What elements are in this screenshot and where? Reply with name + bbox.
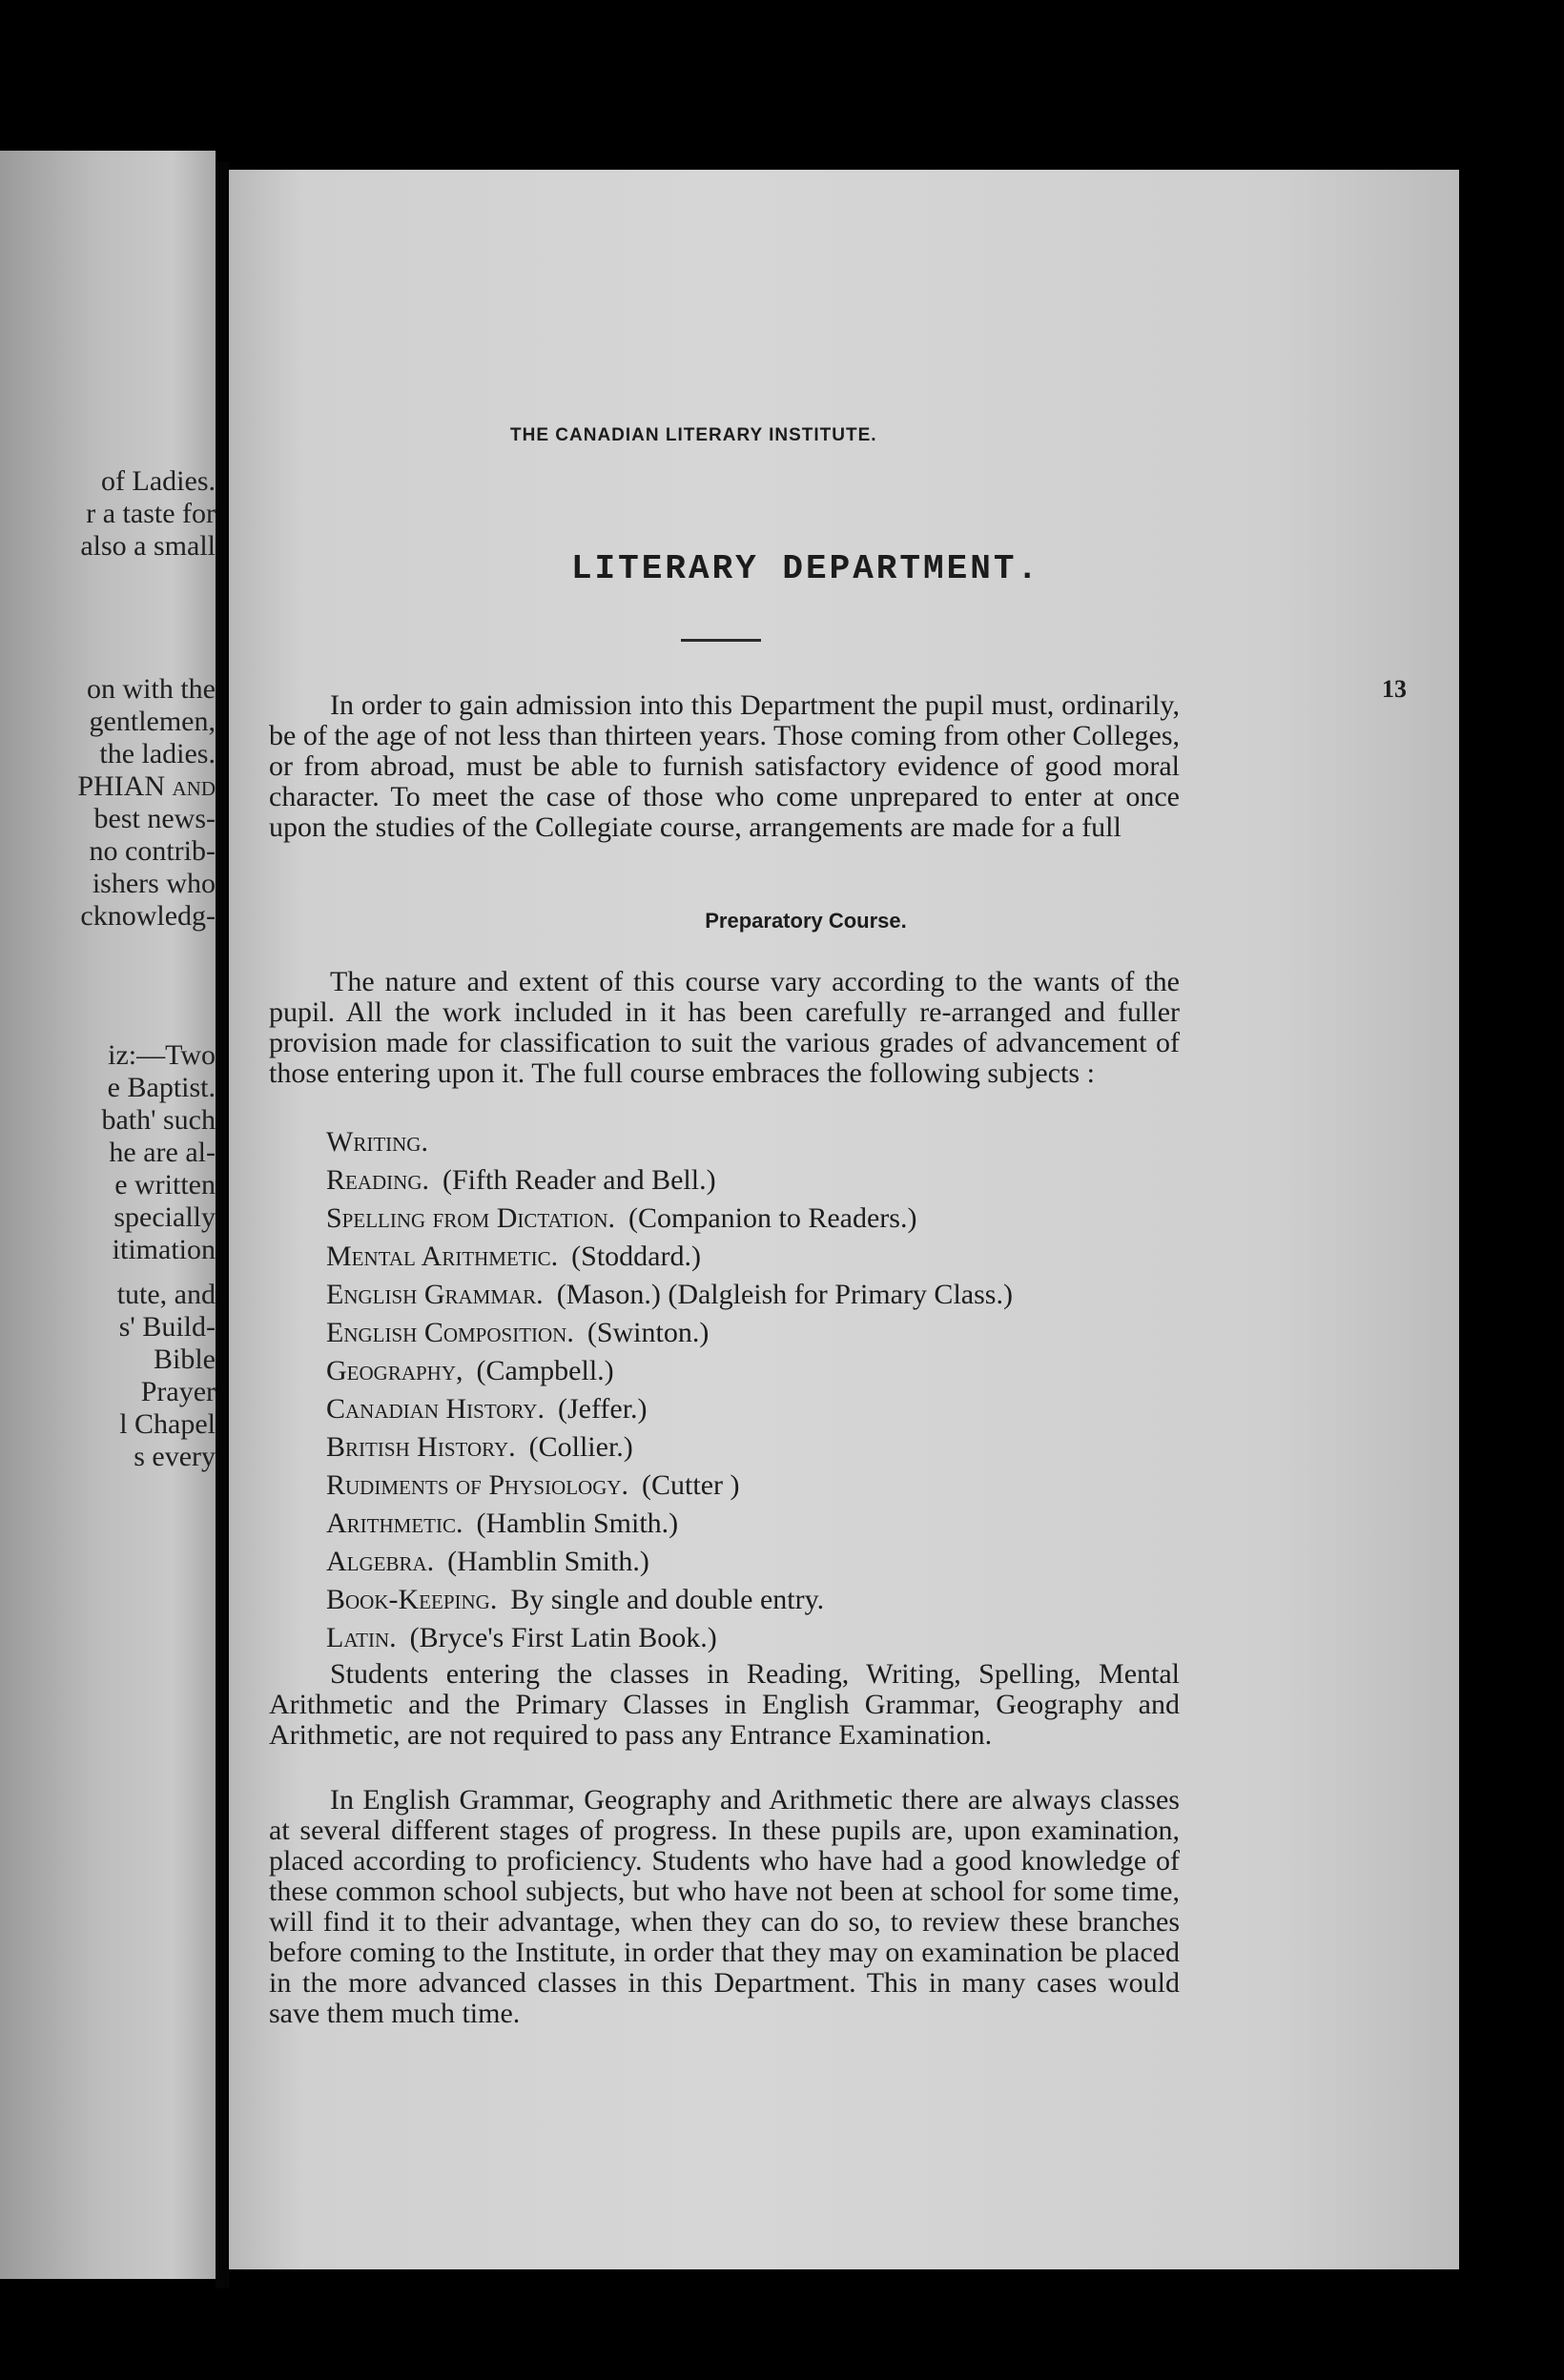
list-item (326, 1581, 1013, 1619)
subject-detail: (Stoddard.) (571, 1241, 701, 1272)
left-line: s' Build- (118, 1311, 216, 1343)
subject-list (326, 1123, 1013, 1657)
grammar-paragraph: In English Grammar, Geography and Arithmetic there are always classes at several different stages of progress. In these pupils are, upon examination, placed according to proficiency. Students who have had a good knowledge of these common school subjects, but who have not been at school for some time, will find it to their advantage, when they can do so, to review these branches before coming to the Institute, in order that they may on examination be placed in the more advanced classes in this Department. This in many cases would save them much time. (269, 1784, 1180, 2029)
left-line: PHIAN and (77, 770, 216, 802)
left-line: bath' such (101, 1104, 216, 1136)
page-number: 13 (1382, 675, 1407, 703)
subject-name: Reading. (326, 1164, 429, 1196)
subject-detail: (Fifth Reader and Bell.) (442, 1164, 716, 1196)
document-page (229, 170, 1459, 2269)
left-line: specially (113, 1201, 216, 1233)
subject-detail: (Hamblin Smith.) (447, 1546, 649, 1577)
page-gutter (216, 162, 229, 2288)
left-line: ishers who (92, 868, 216, 899)
subject-detail: (Companion to Readers.) (628, 1202, 917, 1234)
subject-detail: (Hamblin Smith.) (476, 1508, 679, 1539)
subject-name: Rudiments of Physiology. (326, 1469, 629, 1501)
subject-detail: (Swinton.) (586, 1317, 710, 1348)
subject-detail: (Cutter ) (642, 1469, 740, 1501)
left-line: tute, and (116, 1279, 216, 1310)
subject-detail: (Jeffer.) (557, 1393, 648, 1425)
left-line: l Chapel (119, 1408, 216, 1440)
subject-detail: (Collier.) (528, 1431, 633, 1463)
left-line: e written (114, 1169, 216, 1200)
list-item (326, 1505, 1013, 1543)
course-paragraph: The nature and extent of this course vary according to the wants of the pupil. All the work included in it has been carefully re-arranged and fuller provision made for classification to suit the various grades of advancement of those entering upon it. The full course embraces the following subjects : (269, 966, 1180, 1089)
list-item (326, 1314, 1013, 1352)
left-line: also a small (80, 530, 216, 562)
list-item (326, 1467, 1013, 1505)
list-item (326, 1238, 1013, 1276)
left-line: of Ladies. (101, 465, 216, 497)
running-title: THE CANADIAN LITERARY INSTITUTE. (510, 425, 877, 445)
subject-name: English Composition. (326, 1317, 574, 1348)
left-line: best news- (93, 803, 216, 834)
subject-detail: (Bryce's First Latin Book.) (409, 1622, 717, 1653)
subject-name: Arithmetic. (326, 1508, 463, 1539)
left-line: he are al- (109, 1137, 216, 1168)
title-rule (681, 639, 761, 642)
section-subheading: Preparatory Course. (705, 909, 907, 933)
page-title: LITERARY DEPARTMENT. (570, 549, 1041, 588)
list-item (326, 1276, 1013, 1314)
subject-name: Geography, (326, 1355, 463, 1386)
left-line: e Baptist. (107, 1072, 216, 1103)
subject-name: Spelling from Dictation. (326, 1202, 615, 1234)
left-line: gentlemen, (89, 706, 216, 737)
intro-paragraph: In order to gain admission into this Department the pupil must, ordinarily, be of the age of not less than thirteen years. Those coming from other Colleges, or from abroad, must be able to furnish satisfactory evidence of good moral character. To meet the case of those who come unprepared to enter at once upon the studies of the Collegiate course, arrangements are made for a full (269, 689, 1180, 843)
left-line: the ladies. (99, 738, 216, 769)
left-line: Prayer (140, 1376, 216, 1407)
subject-name: Writing. (326, 1126, 428, 1158)
list-item (326, 1352, 1013, 1390)
subject-name: English Grammar. (326, 1279, 544, 1310)
list-item (326, 1543, 1013, 1581)
left-line: r a taste for (86, 498, 216, 529)
list-item (326, 1619, 1013, 1657)
subject-detail: (Campbell.) (476, 1355, 614, 1386)
left-line: no contrib- (89, 835, 216, 867)
subject-name: British History. (326, 1431, 516, 1463)
subject-name: Canadian History. (326, 1393, 545, 1425)
subject-name: Algebra. (326, 1546, 435, 1577)
left-page-fragment (0, 151, 216, 2279)
subject-name: Book-Keeping. (326, 1584, 498, 1615)
list-item (326, 1390, 1013, 1428)
left-line: Bible (154, 1344, 216, 1375)
subject-detail: By single and double entry. (510, 1584, 825, 1615)
left-line: cknowledg- (80, 900, 216, 932)
subject-detail: (Mason.) (Dalgleish for Primary Class.) (556, 1279, 1013, 1310)
list-item (326, 1161, 1013, 1200)
left-line: on with the (87, 673, 216, 705)
subject-name: Mental Arithmetic. (326, 1241, 559, 1272)
left-line: s every (134, 1441, 216, 1472)
list-item (326, 1123, 1013, 1161)
subject-name: Latin. (326, 1622, 397, 1653)
left-line: iz:—Two (108, 1039, 216, 1071)
list-item (326, 1200, 1013, 1238)
list-item (326, 1428, 1013, 1467)
students-paragraph: Students entering the classes in Reading, Writing, Spelling, Mental Arithmetic and the Primary Classes in English Grammar, Geography and Arithmetic, are not required to pass any Entrance Examination. (269, 1658, 1180, 1751)
left-line: itimation (112, 1234, 216, 1265)
